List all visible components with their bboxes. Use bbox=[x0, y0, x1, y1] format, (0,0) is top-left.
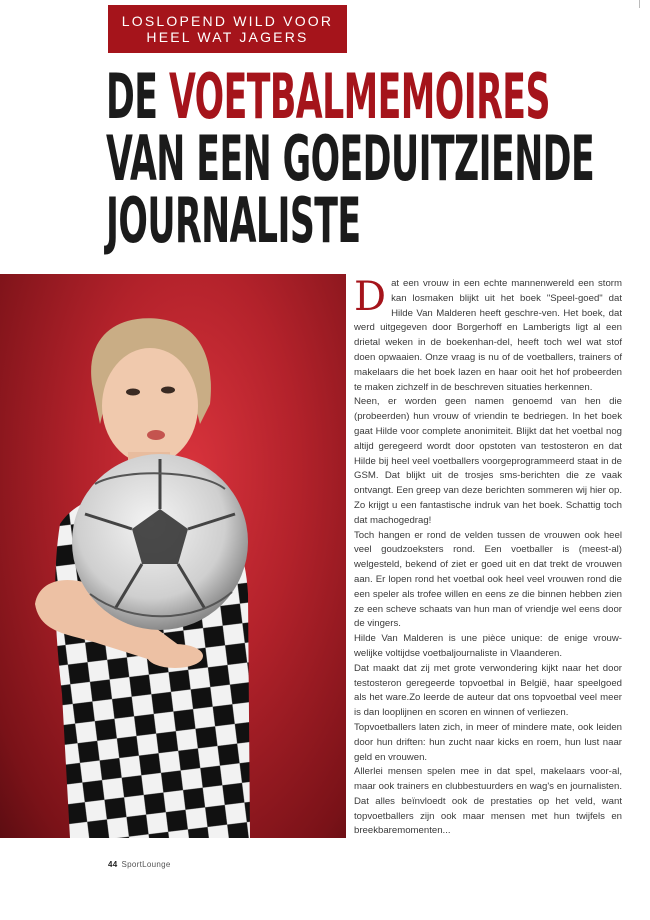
headline-prefix: DE bbox=[106, 60, 169, 133]
kicker-line-1: LOSLOPEND WILD VOOR bbox=[121, 13, 334, 29]
headline-line-3: JOURNALISTE bbox=[106, 184, 361, 257]
article-paragraph-4: Hilde Van Malderen is une pièce unique: de enige vrouw-welijke voltijdse voetbaljournaliste in Vlaanderen. bbox=[354, 633, 622, 659]
headline-accent: VOETBALMEMOIRES bbox=[168, 60, 550, 133]
drop-cap: D bbox=[354, 274, 387, 320]
article-paragraph-2: Neen, er worden geen namen genoemd van hen die (probeerden) hun vrouw of vriendin te bedriegen. In het boek gaat Hilde voor complete anonimiteit. Blijkt dat het voetbal nog altijd geregeerd wordt door opstoten van testosteron en dat Hilde bij heel veel voetballers voorgeprogrammeerd staat in de GSM. Dat blijkt uit de trosjes sms-berichten die ze vaak ontvangt. Een greep van deze berichten sommeren wij hier op. Zo krijgt u een fantastische indruk van het boek. Schattig toch dat machogedrag! bbox=[354, 396, 622, 526]
article-headline bbox=[106, 60, 595, 257]
article-body bbox=[354, 274, 622, 839]
photo-illustration bbox=[0, 274, 346, 838]
article-paragraph-6: Topvoetballers laten zich, in meer of mindere mate, ook leiden door hun driften: hun zucht naar kicks en roem, hun lust naar geld en vrouwen. bbox=[354, 721, 622, 763]
article-paragraph-7: Allerlei mensen spelen mee in dat spel, makelaars voor-al, maar ook trainers en clubbestuurders en wag's en journalisten. Dat alles beïnvloedt ook de prestaties op het veld, want topvoetballers zijn ook maar mensen met hun twijfels en breekbaremomenten... bbox=[354, 766, 622, 837]
article-paragraph-3: Toch hangen er rond de velden tussen de vrouwen ook heel veel goudzoeksters rond. Een voetballer is (meest-al) welgesteld, bekend of ziet er goed uit en dat trekt de vrouwen aan. Er lopen rond het voetbal ook heel veel vrouwen rond die een speler als trofee willen en eens ze die binnen hebben zien ze een scheve schaats van hun man of vriendje wel eens door de vingers. bbox=[354, 529, 622, 630]
page-number: 44 bbox=[108, 860, 118, 869]
woman-holding-football-photo bbox=[0, 274, 346, 838]
article-paragraph-5: Dat maakt dat zij met grote verwondering kijkt naar het door testosteron geregeerde topvoetbal in België, haar speelgoed als het ware.Zo leerde de auteur dat ons topvoetbal veel meer is dan looplijnen en scoren en winnen of verliezen. bbox=[354, 662, 622, 719]
headline-line-2: VAN EEN GOEDUITZIENDE bbox=[106, 122, 595, 195]
section-kicker bbox=[108, 5, 347, 53]
crop-mark bbox=[639, 0, 640, 8]
kicker-line-2: HEEL WAT JAGERS bbox=[146, 29, 309, 45]
article-paragraph-1 bbox=[354, 274, 622, 395]
page-footer bbox=[108, 860, 171, 869]
paragraph-text: at een vrouw in een echte mannenwereld een storm kan losmaken blijkt uit het boek "Speel-goed" dat Hilde Van Malderen heeft geschre-ven. Het boek, dat werd uitgegeven door Borgerhoff en Lamberigts ligt al een drietal weken in de boekenhan-del, heeft toch wel wat stof doen opwaaien. Onze vraag is nu of de voetballers, trainers of makelaars die het boek lazen en haar ooit het hof probeerden te maken zichzelf in de beschreven situaties herkennen. bbox=[354, 278, 622, 393]
headline-line-1 bbox=[106, 60, 550, 133]
magazine-name: SportLounge bbox=[121, 860, 171, 869]
